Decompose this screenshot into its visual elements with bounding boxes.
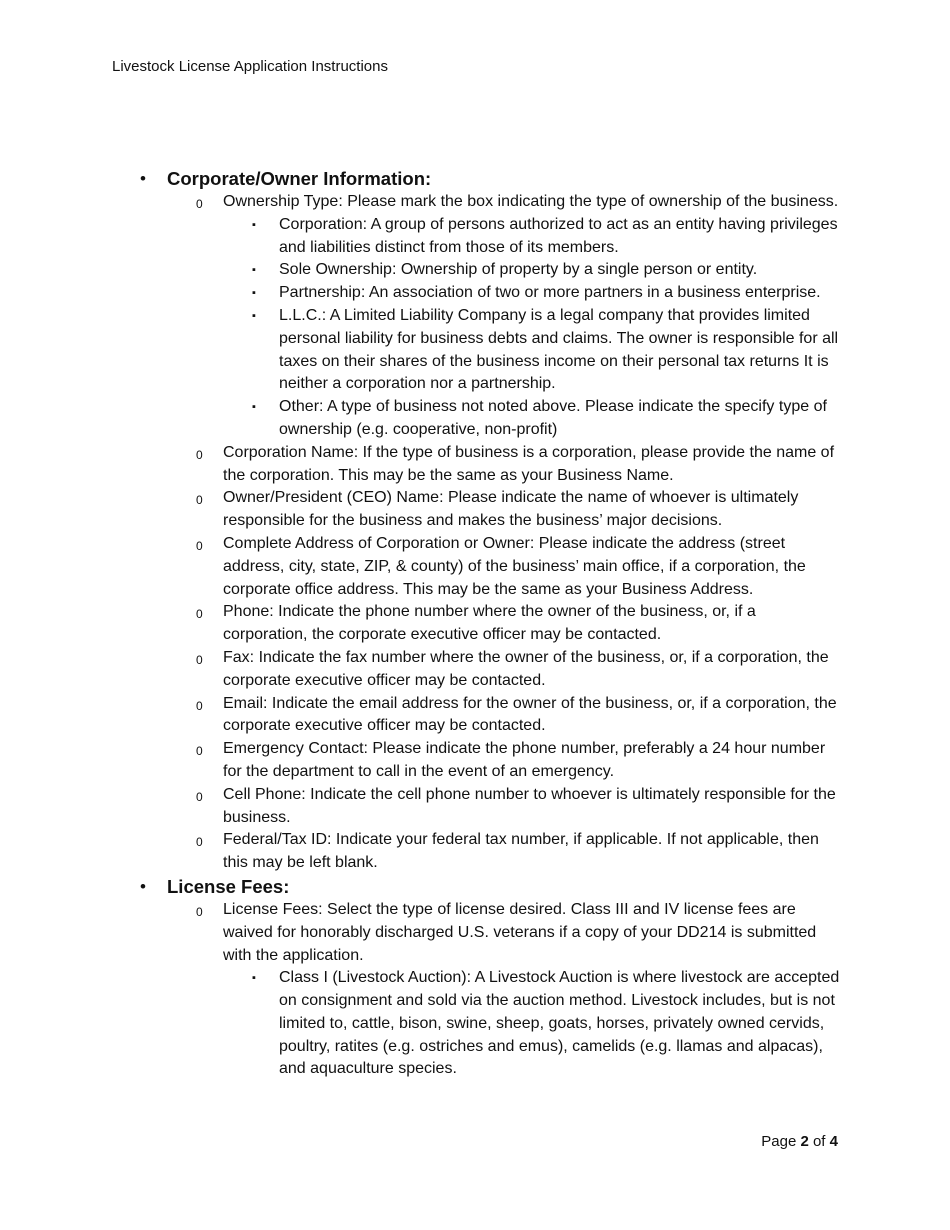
sub-item-text: Partnership: An association of two or more partners in a business enterprise. <box>279 284 821 302</box>
list-item-text: Ownership Type: Please mark the box indicating the type of ownership of the business. <box>223 193 839 210</box>
list-item-owner-president <box>0 487 950 533</box>
section-bullet-icon: • <box>140 169 146 188</box>
square-bullet-icon: ▪ <box>252 401 256 414</box>
item-marker-icon: 0 <box>196 744 203 759</box>
sub-item-sole-ownership <box>0 259 950 282</box>
sub-item-text: Other: A type of business not noted above. Please indicate the specify type of ownership (e.g. cooperative, non-profit) <box>279 398 827 438</box>
list-item-phone <box>0 601 950 647</box>
list-item-text: Federal/Tax ID: Indicate your federal tax number, if applicable. If not applicable, then this may be left blank. <box>223 831 819 872</box>
sub-item-corporation <box>0 214 950 260</box>
list-item-text: Email: Indicate the email address for the owner of the business, or, if a corporation, the corporate executive officer may be contacted. <box>223 694 837 735</box>
list-item-text: Corporation Name: If the type of business is a corporation, please provide the name of the corporation. This may be the same as your Business Name. <box>223 443 835 484</box>
list-item-federal-tax-id <box>0 829 950 875</box>
sub-item-text: Corporation: A group of persons authorized to act as an entity having privileges and liabilities distinct from those of its members. <box>279 215 838 256</box>
page-number-total: 4 <box>829 1133 838 1150</box>
sub-item-other <box>0 396 950 442</box>
list-item-emergency-contact <box>0 738 950 784</box>
item-marker-icon: 0 <box>196 904 203 919</box>
list-item-text: Complete Address of Corporation or Owner: Please indicate the address (street address, city, state, ZIP, & county) of the business’ main office, if a corporation, the corporate office address. This may be the same as your Business Address. <box>223 534 806 598</box>
list-item-text: License Fees: Select the type of license desired. Class III and IV license fees are waived for honorably discharged U.S. veterans if a copy of your DD214 is submitted with the application. <box>223 900 817 964</box>
page-header-title: Livestock License Application Instructions <box>112 58 388 75</box>
document-body <box>0 167 950 1081</box>
section-license-fees <box>0 875 950 1081</box>
item-marker-icon: 0 <box>196 538 203 553</box>
item-marker-icon: 0 <box>196 835 203 850</box>
list-item-ownership-type <box>0 191 950 214</box>
sub-item-text: Class I (Livestock Auction): A Livestock Auction is where livestock are accepted on consignment and sold via the auction method. Livestock includes, but is not limited to, cattle, bison, swine, sheep, goats, horses, privately owned cervids, poultry, ratites (e.g. ostriches and emus), camelids (e.g. llamas and alpacas), and aquaculture species. <box>279 969 840 1078</box>
square-bullet-icon: ▪ <box>252 972 256 985</box>
square-bullet-icon: ▪ <box>252 218 256 231</box>
list-item-cell-phone <box>0 784 950 830</box>
item-marker-icon: 0 <box>196 197 203 211</box>
item-marker-icon: 0 <box>196 698 203 713</box>
sub-item-text: L.L.C.: A Limited Liability Company is a legal company that provides limited personal liability for business debts and claims. The owner is responsible for all taxes on their shares of the business income on their personal tax returns It is neither a corporation nor a partnership. <box>279 306 839 393</box>
sub-item-llc <box>0 305 950 396</box>
section-corporate-owner <box>0 167 950 875</box>
item-marker-icon: 0 <box>196 447 203 462</box>
item-marker-icon: 0 <box>196 607 203 622</box>
sub-item-text: Sole Ownership: Ownership of property by a single person or entity. <box>279 261 758 279</box>
list-item-text: Fax: Indicate the fax number where the owner of the business, or, if a corporation, the corporate executive officer may be contacted. <box>223 648 829 689</box>
page-number-middle: of <box>808 1133 830 1150</box>
section-bullet-icon: • <box>140 876 146 896</box>
list-item-corporation-name <box>0 442 950 488</box>
section-heading <box>0 167 950 191</box>
section-heading-text: Corporate/Owner Information: <box>167 168 432 189</box>
list-item-email <box>0 693 950 739</box>
sub-item-partnership <box>0 282 950 305</box>
section-heading <box>0 875 950 899</box>
page-number-prefix: Page <box>761 1133 801 1150</box>
list-item-text: Cell Phone: Indicate the cell phone number to whoever is ultimately responsible for the business. <box>223 785 836 826</box>
square-bullet-icon: ▪ <box>252 287 256 300</box>
section-heading-text: License Fees: <box>167 875 290 897</box>
list-item-fax <box>0 647 950 693</box>
sub-item-class-i <box>0 967 950 1081</box>
item-marker-icon: 0 <box>196 789 203 804</box>
page-number-current: 2 <box>800 1133 809 1150</box>
item-marker-icon: 0 <box>196 493 203 508</box>
page-number <box>761 1132 838 1152</box>
list-item-text: Emergency Contact: Please indicate the phone number, preferably a 24 hour number for the department to call in the event of an emergency. <box>223 740 826 780</box>
list-item-complete-address <box>0 533 950 601</box>
list-item-text: Phone: Indicate the phone number where the owner of the business, or, if a corporation, the corporate executive officer may be contacted. <box>223 603 756 644</box>
square-bullet-icon: ▪ <box>252 264 256 277</box>
square-bullet-icon: ▪ <box>252 309 256 322</box>
list-item-text: Owner/President (CEO) Name: Please indicate the name of whoever is ultimately responsible for the business and makes the business’ major decisions. <box>223 489 799 530</box>
item-marker-icon: 0 <box>196 652 203 667</box>
list-item-license-fees <box>0 899 950 967</box>
